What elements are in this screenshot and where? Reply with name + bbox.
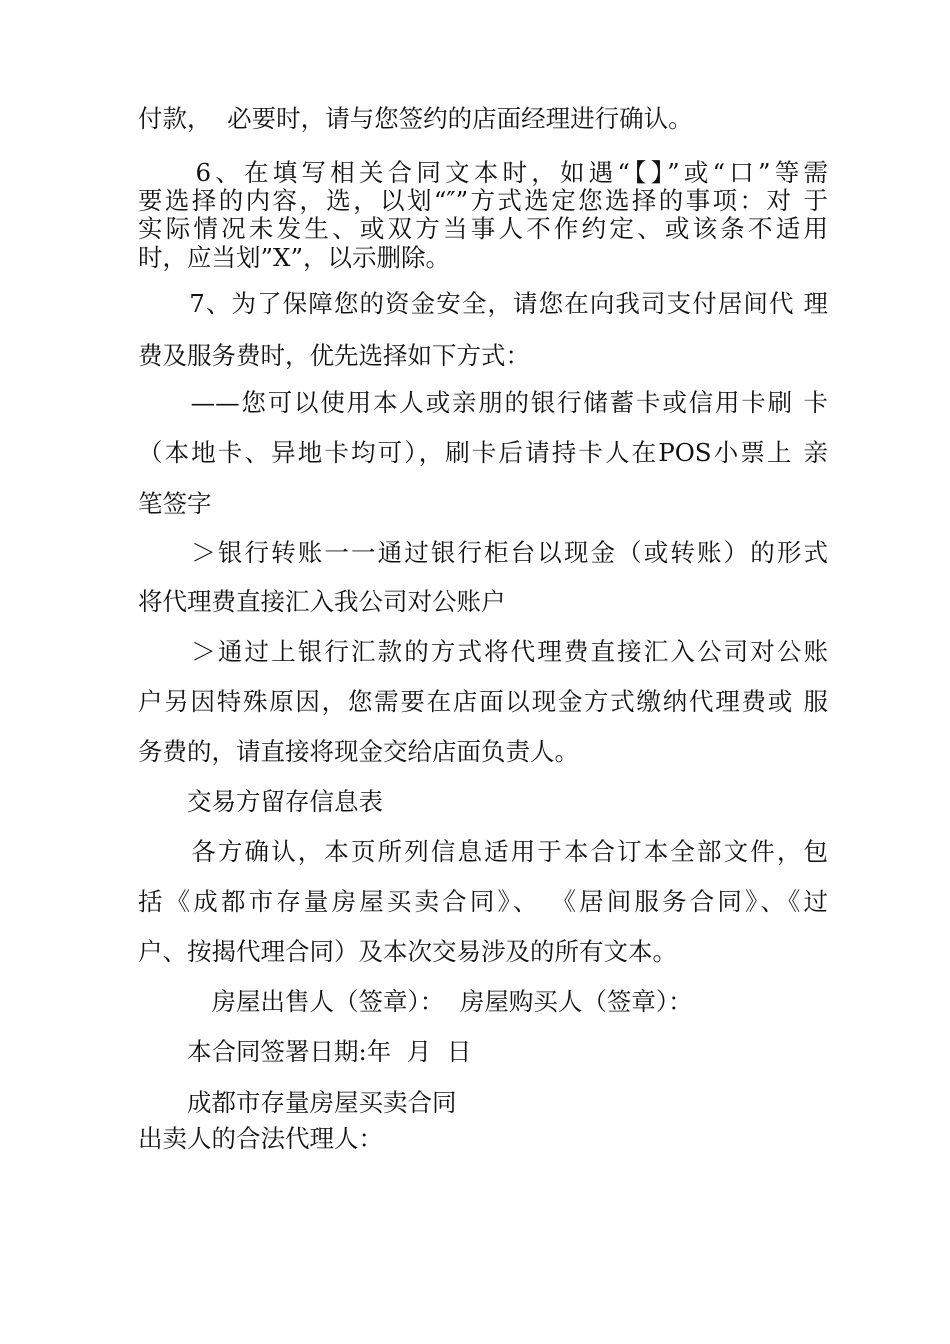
signature-line: 房屋出售人（签章）： 房屋购买人（签章）： [138, 987, 693, 1016]
text-line: 笔签字 [138, 489, 212, 518]
text-line: 6、在填写相关合同文本时，如遇“【】”或“口”等需 [138, 158, 828, 187]
text-line: 将代理费直接汇入我公司对公账户 [138, 587, 506, 616]
text-line: 时，应当划”X”，以示删除。 [138, 243, 450, 272]
text-line: 出卖人的合法代理人： [138, 1124, 383, 1153]
text-line: 务费的，请直接将现金交给店面负责人。 [138, 737, 579, 766]
text-line: 实际情况未发生、或双方当事人不作约定、或该条不适用 [138, 214, 828, 243]
date-line: 本合同签署日期:年 月 日 [138, 1037, 472, 1066]
text-line: 要选择的内容，选，以划“″”方式选定您选择的事项：对 于 [138, 186, 828, 215]
text-line: ——您可以使用本人或亲朋的银行储蓄卡或信用卡刷 卡 [138, 388, 828, 417]
text-line: ＞通过上银行汇款的方式将代理费直接汇入公司对公账 [138, 637, 828, 666]
contract-title: 成都市存量房屋买卖合同 [138, 1088, 457, 1117]
text-line: 户另因特殊原因，您需要在店面以现金方式缴纳代理费或 服 [138, 687, 828, 716]
text-line: ＞银行转账一一通过银行柜台以现金（或转账）的形式 [138, 538, 828, 567]
text-line: 费及服务费时，优先选择如下方式： [138, 341, 530, 370]
text-line: 户、按揭代理合同）及本次交易涉及的所有文本。 [138, 937, 677, 966]
text-line: 各方确认，本页所列信息适用于本合订本全部文件，包 [138, 837, 828, 866]
text-line: 括《成都市存量房屋买卖合同》、 《居间服务合同》、《过 [138, 887, 828, 916]
text-line: 7、为了保障您的资金安全，请您在向我司支付居间代 理 [138, 289, 828, 318]
section-title: 交易方留存信息表 [138, 787, 383, 816]
text-line: （本地卡、异地卡均可），刷卡后请持卡人在POS小票上 亲 [138, 438, 828, 467]
text-line: 付款， 必要时，请与您签约的店面经理进行确认。 [138, 104, 693, 133]
